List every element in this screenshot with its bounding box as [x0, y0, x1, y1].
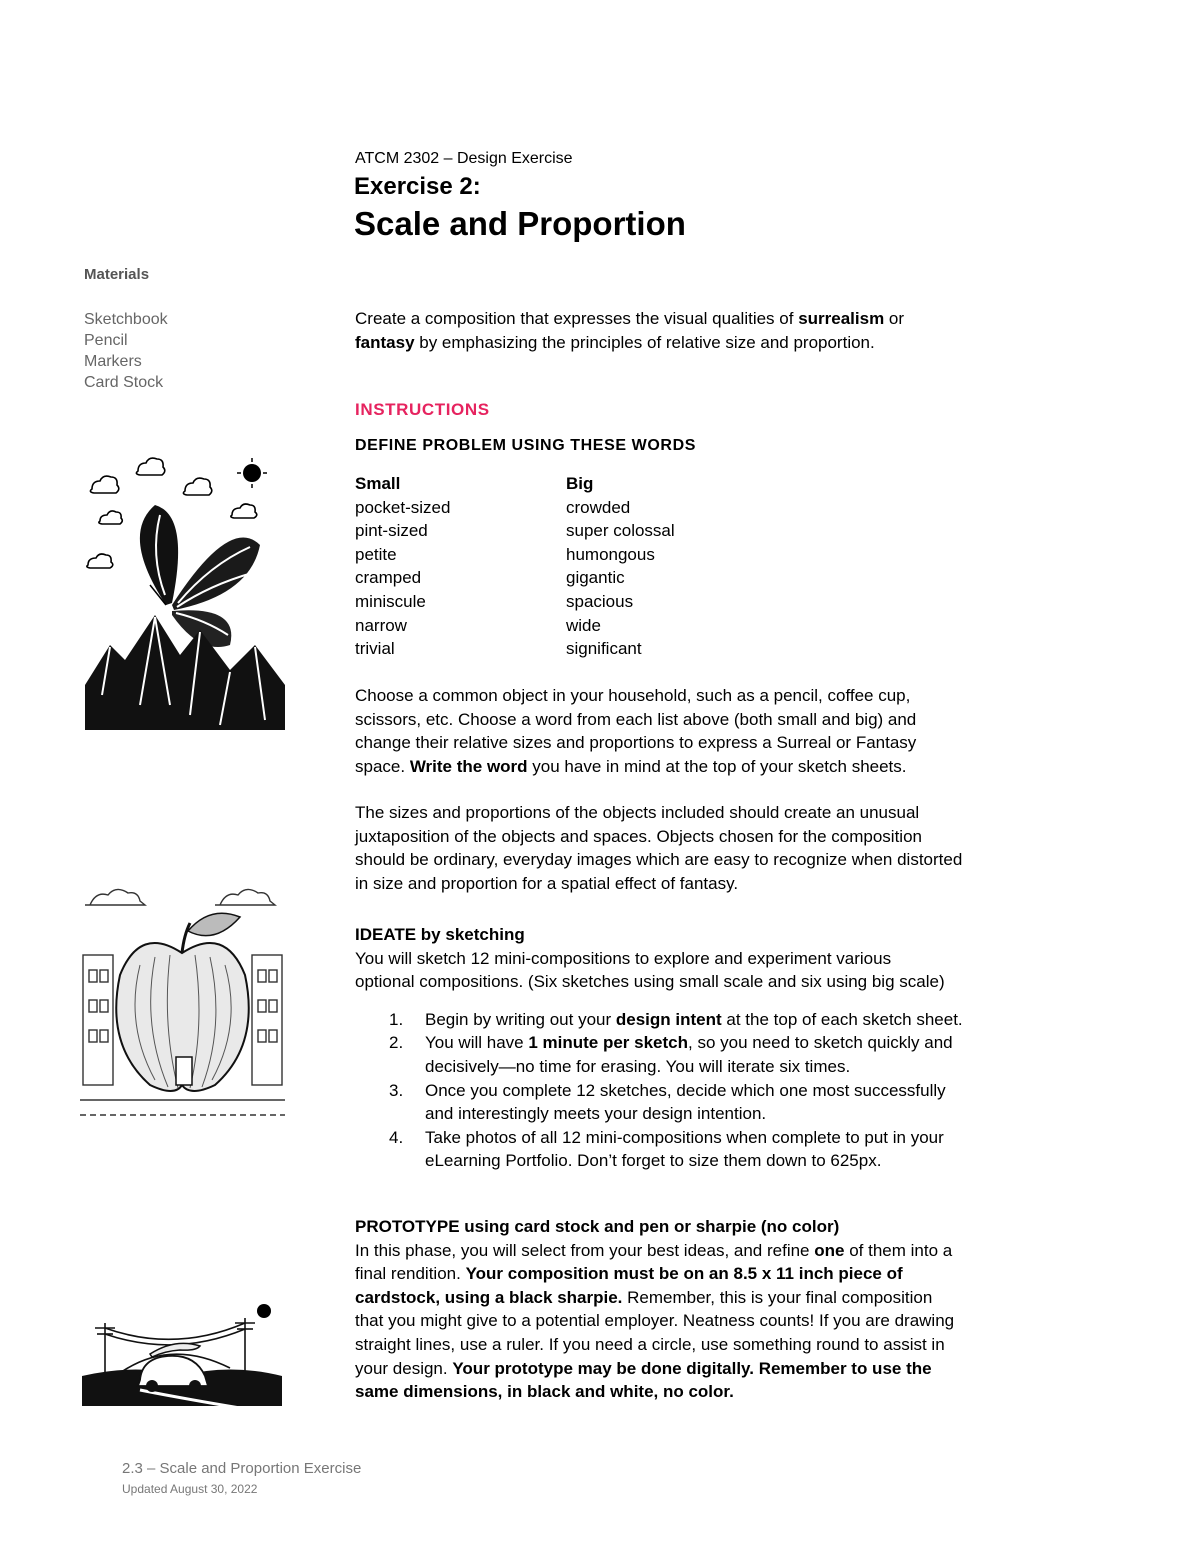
ideate-steps: [355, 1008, 1065, 1173]
text-span: You will have: [425, 1033, 529, 1053]
intro-text: by emphasizing the principles of relative size and proportion.: [414, 332, 875, 352]
text-line: Choose a common object in your household, such as a pencil, coffee cup,: [355, 686, 911, 705]
text-span: of them into a: [844, 1240, 953, 1260]
text-span: Take photos of all 12 mini-compositions when complete to put in your: [425, 1127, 944, 1147]
text-span: your design.: [355, 1358, 453, 1378]
small-word-list: [355, 472, 555, 661]
text-span: final rendition.: [355, 1264, 466, 1284]
text-span: , so you need to sketch quickly and: [688, 1033, 953, 1053]
text-span: and interestingly meets your design intention.: [425, 1104, 767, 1124]
materials-item: Card Stock: [84, 374, 164, 391]
prototype-heading: PROTOTYPE using card stock and pen or sharpie (no color): [355, 1217, 840, 1236]
materials-item: Pencil: [84, 332, 128, 349]
ideate-step: [355, 1031, 1065, 1078]
step-number: 1.: [389, 1009, 404, 1029]
text-line: straight lines, use a ruler. If you need a circle, use something round to assist in: [355, 1334, 945, 1354]
materials-item: Markers: [84, 353, 142, 370]
text-line: juxtaposition of the objects and spaces. Objects chosen for the composition: [355, 826, 922, 846]
text-line: You will sketch 12 mini-compositions to explore and experiment various: [355, 948, 892, 968]
text-span: at the top of each sketch sheet.: [721, 1009, 963, 1029]
instructions-heading: INSTRUCTIONS: [355, 400, 490, 419]
car-banana-illustration: [80, 1258, 285, 1408]
butterfly-mountain-illustration: [80, 455, 285, 730]
small-word: narrow: [355, 615, 407, 635]
big-word: wide: [566, 615, 601, 635]
prototype-section: [355, 1215, 1065, 1404]
big-word: significant: [566, 639, 642, 659]
text-span: Begin by writing out your: [425, 1009, 616, 1029]
text-line: optional compositions. (Six sketches using small scale and six using big scale): [355, 972, 945, 992]
big-word: humongous: [566, 544, 655, 564]
big-word: gigantic: [566, 568, 625, 588]
object-paragraph: [355, 684, 1065, 778]
text-bold: same dimensions, in black and white, no color.: [355, 1382, 734, 1402]
big-word: crowded: [566, 497, 631, 517]
big-word-list: [566, 472, 766, 661]
small-word: cramped: [355, 568, 422, 588]
footer-title: 2.3 – Scale and Proportion Exercise: [122, 1460, 362, 1477]
text-line: that you might give to a potential employer. Neatness counts! If you are drawing: [355, 1311, 955, 1331]
text-line: The sizes and proportions of the objects included should create an unusual: [355, 803, 920, 822]
ideate-step: [355, 1126, 1065, 1173]
footer-updated: Updated August 30, 2022: [122, 1482, 258, 1496]
text-bold: design intent: [615, 1009, 722, 1029]
step-number: 2.: [389, 1033, 404, 1053]
small-word: petite: [355, 544, 397, 564]
text-span: decisively—no time for erasing. You will iterate six times.: [425, 1056, 851, 1076]
text-line: change their relative sizes and proportions to express a Surreal or Fantasy: [355, 733, 917, 753]
small-word: miniscule: [355, 591, 426, 611]
text-line: in size and proportion for a spatial effect of fantasy.: [355, 873, 739, 893]
text-bold: one: [814, 1240, 845, 1260]
text-line: scissors, etc. Choose a word from each list above (both small and big) and: [355, 709, 917, 729]
ideate-step: [355, 1008, 1065, 1032]
intro-text: Create a composition that expresses the visual qualities of: [355, 309, 799, 328]
page-title: Scale and Proportion: [354, 205, 686, 242]
small-word: pocket-sized: [355, 497, 451, 517]
course-label: ATCM 2302 – Design Exercise: [355, 150, 573, 167]
small-word: trivial: [355, 639, 395, 659]
ideate-step: [355, 1079, 1065, 1126]
materials-heading: Materials: [84, 266, 150, 283]
text-span: In this phase, you will select from your best ideas, and refine: [355, 1240, 815, 1260]
materials-list: [84, 309, 168, 393]
text-bold: Your composition must be on an 8.5 x 11 inch piece of: [465, 1264, 903, 1284]
intro-bold: surrealism: [798, 309, 885, 328]
exercise-number: Exercise 2:: [354, 173, 481, 200]
step-number: 3.: [389, 1080, 404, 1100]
word-lists: [355, 472, 855, 662]
materials-item: Sketchbook: [84, 311, 168, 328]
text-bold: Write the word: [409, 756, 528, 776]
intro-bold: fantasy: [355, 332, 415, 352]
ideate-heading: IDEATE by sketching: [355, 925, 525, 944]
text-span: eLearning Portfolio. Don’t forget to size them down to 625px.: [425, 1151, 882, 1171]
text-span: space.: [355, 756, 410, 776]
ideate-section: [355, 923, 1065, 1173]
sizes-paragraph: [355, 801, 1065, 895]
apple-house-illustration: [80, 875, 285, 1120]
text-span: you have in mind at the top of your sketch sheets.: [527, 756, 907, 776]
text-span: Once you complete 12 sketches, decide which one most successfully: [425, 1080, 946, 1100]
text-bold: cardstock, using a black sharpie.: [355, 1287, 623, 1307]
intro-paragraph: [355, 307, 1065, 354]
define-heading: DEFINE PROBLEM USING THESE WORDS: [355, 437, 696, 454]
step-number: 4.: [389, 1127, 404, 1147]
text-span: Remember, this is your final composition: [622, 1287, 933, 1307]
text-bold: Your prototype may be done digitally. Remember to use the: [452, 1358, 932, 1378]
big-word: spacious: [566, 591, 634, 611]
text-line: should be ordinary, everyday images which are easy to recognize when distorted: [355, 850, 963, 870]
big-word: super colossal: [566, 521, 675, 541]
text-bold: 1 minute per sketch: [528, 1033, 688, 1053]
big-heading: Big: [566, 474, 594, 493]
small-heading: Small: [355, 474, 401, 493]
intro-text: or: [884, 309, 905, 328]
small-word: pint-sized: [355, 521, 428, 541]
